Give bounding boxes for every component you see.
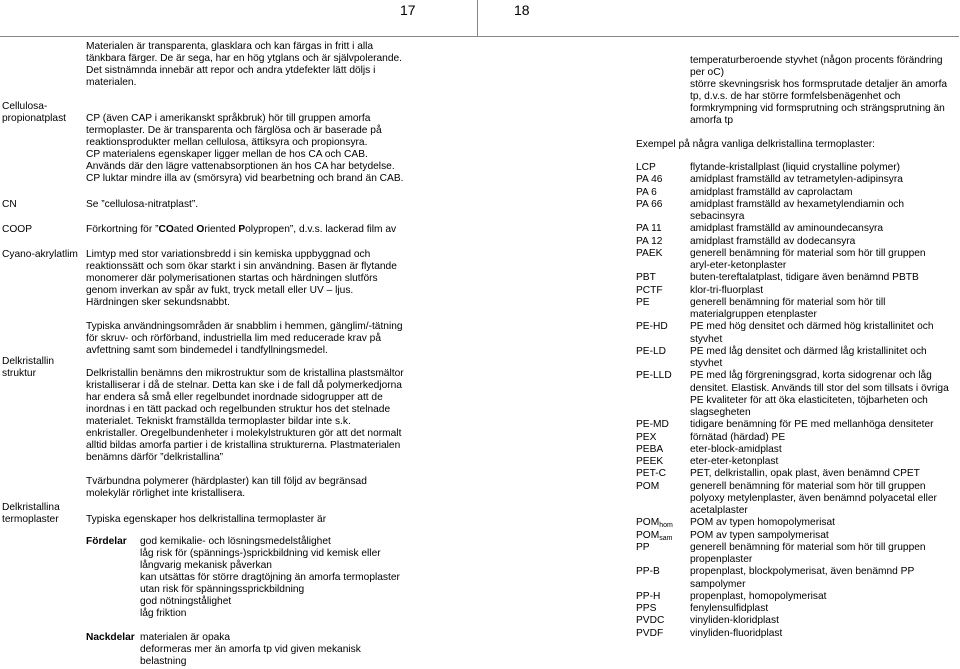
abbreviation-definition: generell benämning för material som hör till gruppen bbox=[690, 541, 926, 553]
list-item: låg risk för (spännings-)sprickbildning vid kemisk eller bbox=[140, 548, 381, 559]
abbreviation-definition: förnätad (härdad) PE bbox=[690, 431, 786, 443]
left-header-cell bbox=[0, 0, 478, 37]
abbreviation-definition: PE med hög densitet och därmed hög kristallinitet och bbox=[690, 321, 934, 333]
text-line: Används där den lägre vattenabsorptionen än hos CA har betydelse. bbox=[86, 161, 395, 172]
term-label: CN bbox=[2, 199, 17, 210]
text-line: reaktionssätt och som ökar starkt i sin användning. Basen är flytande bbox=[86, 261, 397, 272]
abbreviation-definition: densitet. Elastisk. Används till stor del som tillsats i övriga bbox=[690, 382, 949, 394]
abbreviation-term: PA 66 bbox=[636, 198, 663, 210]
abbreviation-definition: PET, delkristallin, opak plast, även benämnd CPET bbox=[690, 468, 920, 480]
abbreviation-definition: PE med låg densitet och därmed låg kristallinitet och bbox=[690, 345, 927, 357]
abbreviation-definition: acetalplaster bbox=[690, 505, 748, 516]
text-line: formkrympning vid formsprutning och strängsprutning än bbox=[690, 103, 945, 114]
term-label: struktur bbox=[2, 368, 36, 379]
abbreviation-term: PVDC bbox=[636, 615, 665, 627]
abbreviation-term: POM bbox=[636, 480, 660, 492]
term-label: propionatplast bbox=[2, 113, 67, 124]
text-line: molekylär rörlighet inte kristallisera. bbox=[86, 488, 246, 499]
page-number-left: 17 bbox=[400, 2, 416, 18]
term-label: Delkristallina bbox=[2, 502, 60, 513]
abbreviation-definition: propenplast, blockpolymerisat, även benämnd PP bbox=[690, 566, 915, 578]
abbreviation-definition: sampolymer bbox=[690, 578, 746, 590]
text-line: monomerer där polymerisationen startas och härdningen slutförs bbox=[86, 273, 378, 284]
abbreviation-definition: buten-tereftalatplast, tidigare även benämnd PBTB bbox=[690, 272, 919, 284]
text-line: Härdningen sker sekundsnabbt. bbox=[86, 297, 230, 308]
list-item: god kemikalie- och lösningsmedelstålighet bbox=[140, 536, 331, 547]
abbreviation-term: PP-B bbox=[636, 566, 660, 578]
abbreviation-definition: eter-eter-ketonplast bbox=[690, 456, 779, 467]
list-item: materialen är opaka bbox=[140, 632, 231, 643]
text-line: Det sistnämnda innebär att repor och andra ytdefekter lätt döljs i bbox=[86, 65, 376, 76]
abbreviation-term: PBT bbox=[636, 272, 656, 284]
text-line: avfettning samt som bindemedel i tandfyllningsmedel. bbox=[86, 345, 328, 356]
text-line: tp, d.v.s. de har större formfelsbenägenhet och bbox=[690, 91, 901, 102]
list-item: belastning bbox=[140, 656, 187, 667]
text-line: alltid bildas amorfa partier i de kristallina strukturerna. Plastmaterialen bbox=[86, 440, 401, 451]
abbreviation-definition: amidplast framställd av aminoundecansyra bbox=[690, 223, 884, 235]
abbreviation-definition: propenplast, homopolymerisat bbox=[690, 590, 827, 602]
abbreviation-definition: flytande-kristallplast (liquid crystalline polymer) bbox=[690, 162, 901, 173]
text-line: kristalliserar i då de stelnar. Detta kan ske i de fall då polymerkedjorna bbox=[86, 380, 402, 391]
text-line: CP materialens egenskaper ligger mellan de hos CA och CAB. bbox=[86, 149, 368, 160]
abbreviation-term: PA 6 bbox=[636, 186, 657, 198]
term-label: Cellulosa- bbox=[2, 101, 48, 112]
text-line: CP luktar mindre illa av (smörsyra) vid bearbetning och brand än CAB. bbox=[86, 173, 404, 184]
text-line: per oC) bbox=[690, 67, 724, 78]
list-item: god nötningstålighet bbox=[140, 596, 232, 607]
abbreviation-definition: polyoxy metylenplaster, även benämnd polyacetal eller bbox=[690, 492, 937, 504]
text-line: benämns därför ”delkristallina” bbox=[86, 452, 224, 463]
abbreviation-definition: amidplast framställd av dodecansyra bbox=[690, 235, 856, 247]
text-line: för skruv- och rörförband, industriella lim med reducerade krav på bbox=[86, 333, 381, 344]
text-line: materialen. bbox=[86, 77, 137, 88]
text-line: Typiska användningsområden är snabblim i hemmen, gänglim/-tätning bbox=[86, 321, 403, 332]
abbreviation-term: PE-LLD bbox=[636, 370, 672, 382]
abbreviation-definition: vinyliden-fluoridplast bbox=[690, 627, 783, 639]
text-line: större skevningsrisk hos formsprutade detaljer än amorfa bbox=[690, 79, 948, 90]
text-line: har endera så små eller regelbundet inordnade sidogrupper att de bbox=[86, 392, 383, 403]
nackdelar-label: Nackdelar bbox=[86, 632, 135, 643]
abbreviation-term: PE-HD bbox=[636, 321, 668, 333]
abbreviation-definition: generell benämning för material som hör till gruppen bbox=[690, 247, 926, 259]
abbreviation-term: PAEK bbox=[636, 247, 663, 259]
abbreviation-definition: generell benämning för material som hör till gruppen bbox=[690, 480, 926, 492]
abbreviation-definition: amidplast framställd av hexametylendiamin och bbox=[690, 198, 905, 210]
abbreviation-term: PE-MD bbox=[636, 419, 669, 431]
abbreviation-definition: PE med låg förgreningsgrad, korta sidogrenar och låg bbox=[690, 370, 932, 382]
examples-heading: Exempel på några vanliga delkristallina termoplaster: bbox=[636, 139, 875, 150]
abbreviation-term: PA 12 bbox=[636, 235, 663, 247]
abbreviation-definition: POM av typen homopolymerisat bbox=[690, 517, 835, 529]
abbreviation-definition: eter-block-amidplast bbox=[690, 443, 782, 455]
list-item: utan risk för spänningssprickbildning bbox=[140, 584, 305, 595]
term-label: termoplaster bbox=[2, 514, 59, 525]
abbreviation-term: PA 46 bbox=[636, 174, 663, 186]
text-line: materialet. Tekniskt framställda termoplaster bildar inte s.k. bbox=[86, 416, 351, 427]
abbreviation-definition: slagsegheten bbox=[690, 407, 751, 418]
abbreviation-definition: fenylensulfidplast bbox=[690, 603, 769, 614]
abbreviation-definition: amidplast framställd av caprolactam bbox=[690, 186, 853, 198]
abbreviation-term: PET-C bbox=[636, 468, 666, 480]
text-line: Delkristallin benämns den mikrostruktur som de kristallina plastsmältor bbox=[86, 368, 404, 379]
abbreviation-term: LCP bbox=[636, 162, 656, 173]
abbreviation-definition: materialgruppen etenplaster bbox=[690, 309, 817, 320]
fordelar-label: Fördelar bbox=[86, 536, 127, 547]
abbreviation-definition: klor-tri-fluorplast bbox=[690, 284, 764, 296]
list-item: låg friktion bbox=[140, 608, 187, 619]
text-line: CP (även CAP i amerikanskt språkbruk) hör till gruppen amorfa bbox=[86, 113, 371, 124]
text-line: termoplaster. De är transparenta och färglösa och är baserade på bbox=[86, 125, 382, 136]
text-line: genom inverkan av spår av fukt, tryck metall eller UV – ljus. bbox=[86, 285, 354, 296]
abbreviation-definition: sebacinsyra bbox=[690, 211, 745, 222]
abbreviation-term: $POM_{sam}$ bbox=[636, 529, 673, 542]
abbreviation-definition: vinyliden-kloridplast bbox=[690, 615, 779, 627]
abbreviation-definition: styvhet bbox=[690, 358, 723, 369]
abbreviation-definition: aryl-eter-ketonplaster bbox=[690, 260, 787, 271]
text-line: reaktionsprodukter mellan cellulosa, ättiksyra och propionsyra. bbox=[86, 137, 368, 148]
abbreviation-definition: PE kvaliteter för att öka elasticiteten, töjbarheten och bbox=[690, 394, 928, 406]
abbreviation-definition: amidplast framställd av tetrametylen-adipinsyra bbox=[690, 174, 903, 186]
text-line: inordnas i en tätt packad och regelbunden struktur hos det stelnade bbox=[86, 404, 391, 415]
page-header bbox=[0, 0, 960, 38]
abbreviation-definition: propenplaster bbox=[690, 554, 753, 565]
text-line: temperaturberoende styvhet (någon procents förändring bbox=[690, 55, 943, 66]
abbreviation-definition: styvhet bbox=[690, 333, 723, 345]
term-label: Delkristallin bbox=[2, 356, 55, 367]
text-line: Materialen är transparenta, glasklara och kan färgas in fritt i alla bbox=[86, 41, 374, 52]
page-number-right: 18 bbox=[514, 2, 530, 18]
abbreviation-term: PE-LD bbox=[636, 345, 667, 357]
abbreviation-term: PE bbox=[636, 296, 650, 308]
abbreviation-term: PEBA bbox=[636, 443, 664, 455]
text-line: Se ”cellulosa-nitratplast”. bbox=[86, 199, 199, 210]
abbreviation-definition: generell benämning för material som hör till bbox=[690, 296, 886, 308]
text-line: tänkbara färger. De är sega, har en hög ytglans och är självpolerande. bbox=[86, 53, 403, 64]
coop-definition: Förkortning för ”COated Oriented Polypropen”, d.v.s. lackerad film av bbox=[86, 224, 397, 235]
text-line: Limtyp med stor variationsbredd i sin kemiska uppbyggnad och bbox=[86, 249, 371, 260]
abbreviation-term: PP-H bbox=[636, 590, 661, 602]
text-line: amorfa tp bbox=[690, 115, 734, 126]
term-label: COOP bbox=[2, 224, 33, 235]
abbreviation-definition: POM av typen sampolymerisat bbox=[690, 529, 829, 541]
abbreviation-term: PEX bbox=[636, 431, 657, 443]
abbreviation-definition: tidigare benämning för PE med mellanhöga densiteter bbox=[690, 419, 934, 431]
abbreviation-term: PVDF bbox=[636, 627, 664, 639]
list-item: kan utsättas för större dragtöjning än amorfa termoplaster bbox=[140, 572, 400, 583]
abbreviation-term: $POM_{hom}$ bbox=[636, 517, 673, 530]
right-header-cell bbox=[478, 0, 959, 37]
abbreviation-term: PA 11 bbox=[636, 223, 662, 235]
abbreviation-term: PCTF bbox=[636, 284, 663, 296]
text-line: Typiska egenskaper hos delkristallina termoplaster är bbox=[86, 514, 327, 525]
abbreviation-term: PPS bbox=[636, 603, 657, 614]
term-label: Cyano-akrylatlim bbox=[2, 249, 78, 260]
list-item: långvarig mekanisk påverkan bbox=[140, 560, 272, 571]
list-item: deformeras mer än amorfa tp vid given mekanisk bbox=[140, 644, 361, 655]
abbreviation-term: PP bbox=[636, 541, 650, 553]
abbreviation-term: PEEK bbox=[636, 456, 664, 467]
text-line: enkristaller. Oregelbundenheter i molekylstrukturen gör att det normalt bbox=[86, 428, 402, 439]
text-line: Tvärbundna polymerer (härdplaster) kan till följd av begränsad bbox=[86, 476, 367, 487]
